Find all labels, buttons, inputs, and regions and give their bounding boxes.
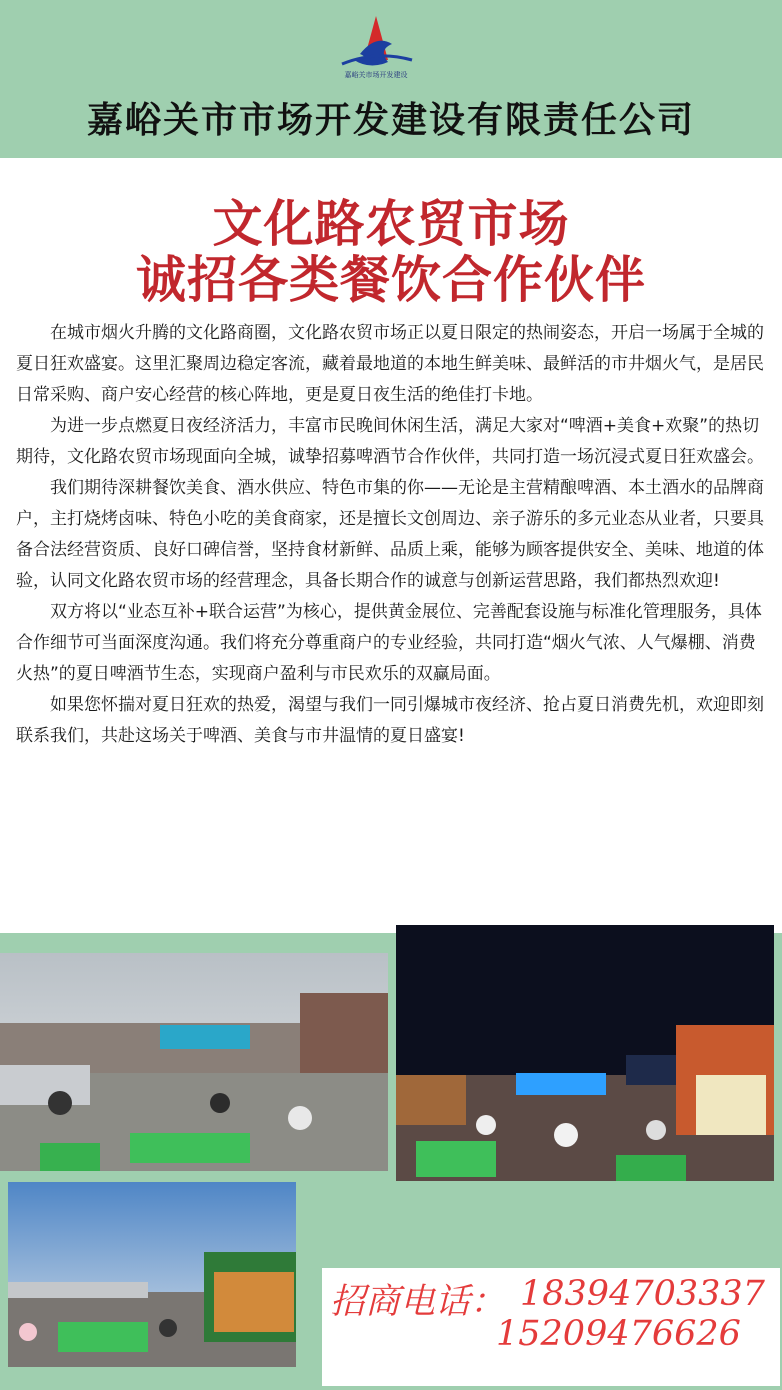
phone-number-2[interactable]: 15209476626 [496,1314,741,1354]
market-photo-night [396,925,774,1181]
header-band [0,0,782,158]
phone-number-1[interactable]: 18394703337 [520,1274,765,1314]
market-photo-dusk [8,1182,296,1367]
title-line-1: 文化路农贸市场 [212,195,570,253]
article-body [16,318,766,752]
market-photo-day [0,953,388,1171]
paragraph: 我们期待深耕餐饮美食、酒水供应、特色市集的你——无论是主营精酿啤酒、本土酒水的品牌商户，主打烧烤卤味、特色小吃的美食商家，还是擅长文创周边、亲子游乐的多元业态从业者，只要具备合法经营资质、良好口碑信誉，坚持食材新鲜、品质上乘，能够为顾客提供安全、美味、地道的体验，认同文化路农贸市场的经营理念，具备长期合作的诚意与创新运营思路，我们都热烈欢迎! [16,478,764,591]
paragraph: 如果您怀揣对夏日狂欢的热爱，渴望与我们一同引爆城市夜经济、抢占夏日消费先机，欢迎即刻联系我们，共赴这场关于啤酒、美食与市井温情的夏日盛宴! [16,695,764,746]
logo-caption: 嘉峪关市场开发建设 [344,71,408,79]
contact-label: 招商电话： [330,1282,506,1322]
paragraph: 为进一步点燃夏日夜经济活力，丰富市民晚间休闲生活，满足大家对“啤酒+美食+欢聚”的热切期待，文化路农贸市场现面向全城，诚挚招募啤酒节合作伙伴，共同打造一场沉浸式夏日狂欢盛会。 [16,416,764,467]
title-line-2: 诚招各类餐饮合作伙伴 [136,251,646,309]
paragraph: 在城市烟火升腾的文化路商圈，文化路农贸市场正以夏日限定的热闹姿态，开启一场属于全城的夏日狂欢盛宴。这里汇聚周边稳定客流，藏着最地道的本地生鲜美味、最鲜活的市井烟火气，是居民日常采购、商户安心经营的核心阵地，更是夏日夜生活的绝佳打卡地。 [16,323,764,405]
company-logo [330,14,422,82]
company-name: 嘉峪关市市场开发建设有限责任公司 [86,100,695,141]
paragraph: 双方将以“业态互补+联合运营”为核心，提供黄金展位、完善配套设施与标准化管理服务，具体合作细节可当面深度沟通。我们将充分尊重商户的专业经验，共同打造“烟火气浓、人气爆棚、消费火热”的夏日啤酒节生态，实现商户盈利与市民欢乐的双赢局面。 [16,602,762,684]
